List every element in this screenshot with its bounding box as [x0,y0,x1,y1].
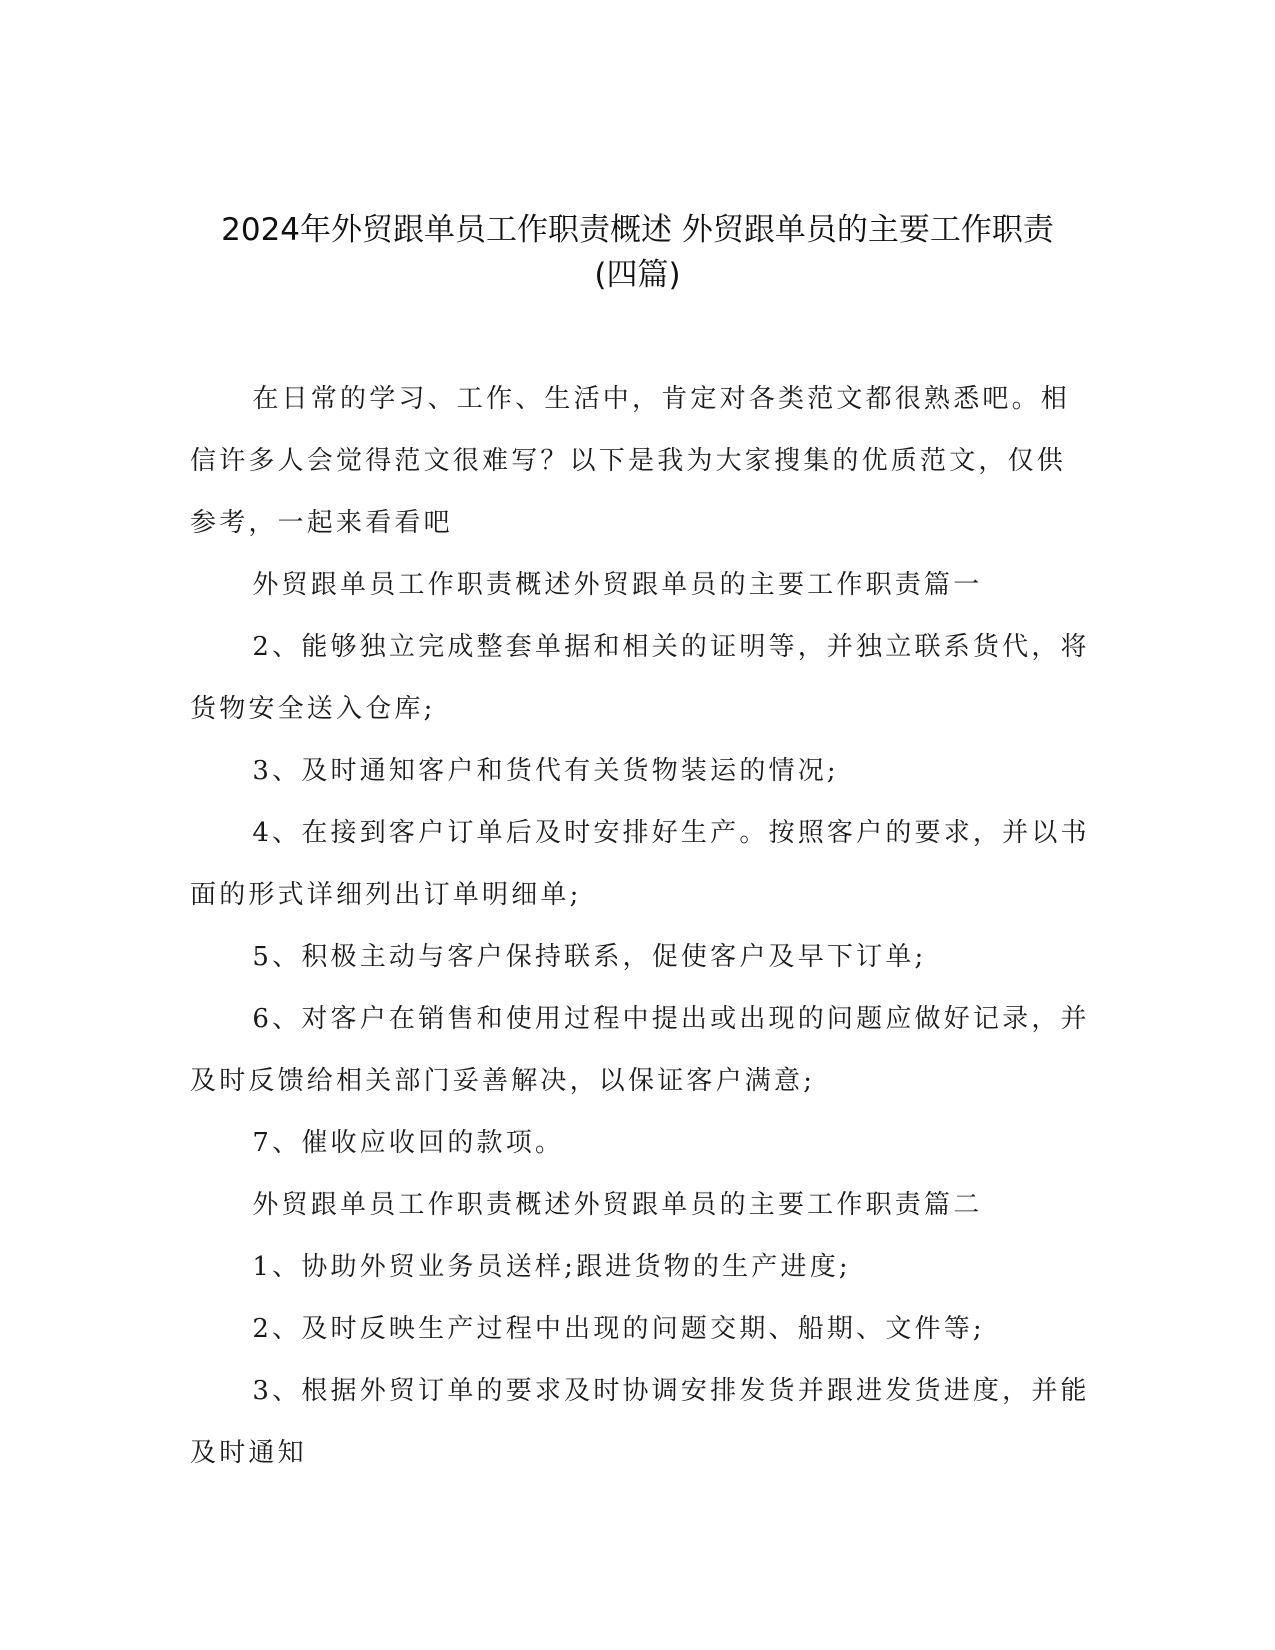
section-heading-1: 外贸跟单员工作职责概述外贸跟单员的主要工作职责篇一 [252,570,983,600]
paragraph-intro: 在日常的学习、工作、生活中，肯定对各类范文都很熟悉吧。相信许多人会觉得范文很难写？以下是我为大家搜集的优质范文，仅供参考，一起来看看吧 [190,384,1070,538]
list-item: 5、积极主动与客户保持联系，促使客户及早下订单; [252,942,927,972]
section-heading-2: 外贸跟单员工作职责概述外贸跟单员的主要工作职责篇二 [252,1190,983,1220]
list-item: 1、协助外贸业务员送样;跟进货物的生产进度; [252,1252,851,1282]
list-item: 3、根据外贸订单的要求及时协调安排发货并跟进发货进度，并能及时通知 [190,1376,1090,1468]
title-line-2: (四篇) [594,257,681,293]
list-item: 7、催收应收回的款项。 [252,1128,565,1158]
title-line-1: 2024年外贸跟单员工作职责概述 外贸跟单员的主要工作职责 [221,212,1054,248]
list-item: 3、及时通知客户和货代有关货物装运的情况; [252,756,839,786]
document-body [190,368,1090,1484]
list-item: 6、对客户在销售和使用过程中提出或出现的问题应做好记录，并及时反馈给相关部门妥善解决，以保证客户满意; [190,1004,1090,1096]
list-item: 2、及时反映生产过程中出现的问题交期、船期、文件等; [252,1314,985,1344]
document-title [150,208,1125,298]
list-item: 2、能够独立完成整套单据和相关的证明等，并独立联系货代，将货物安全送入仓库; [190,632,1090,724]
list-item: 4、在接到客户订单后及时安排好生产。按照客户的要求，并以书面的形式详细列出订单明细单; [190,818,1090,910]
